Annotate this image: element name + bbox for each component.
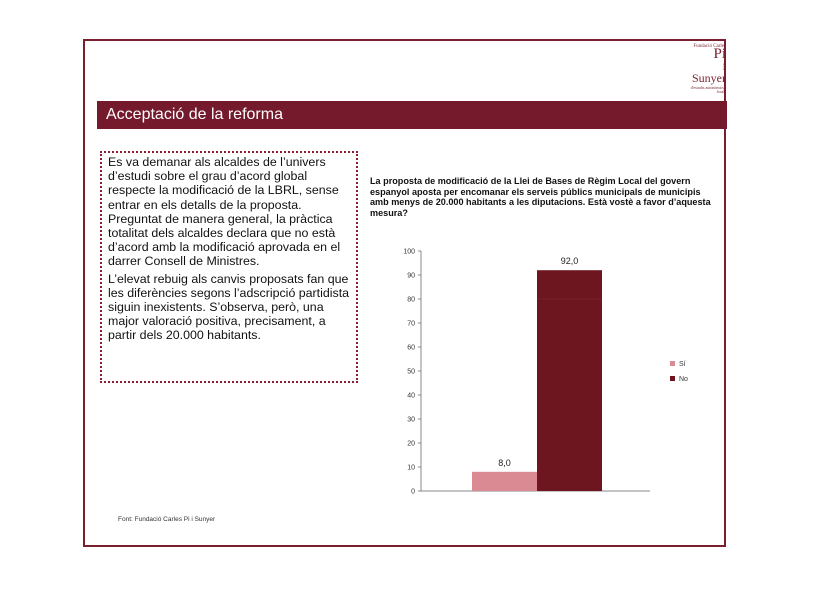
logo-line-4: d'estudis autonòmics i locals — [690, 85, 726, 94]
logo-line-3: i Sunyer — [692, 59, 726, 85]
chart-title: La proposta de modificació de la Llei de Bases de Règim Local del govern espanyol aposta per encomanar els serveis públics municipals de municipis amb menys de 20.000 habitants a les diputacions. Està vostè a favor d’aquesta mesura? — [370, 176, 711, 218]
legend-swatch — [670, 376, 675, 381]
fundacio-logo — [686, 44, 726, 94]
y-tick-label: 10 — [407, 464, 415, 472]
legend-label: No — [679, 376, 688, 383]
bar-no — [537, 270, 602, 491]
y-tick-label: 100 — [403, 248, 415, 256]
y-tick-label: 40 — [407, 392, 415, 400]
y-tick-label: 60 — [407, 344, 415, 352]
y-tick-label: 20 — [407, 440, 415, 448]
bar-s — [472, 472, 537, 491]
bar-chart — [380, 240, 700, 500]
y-tick-label: 90 — [407, 272, 415, 280]
summary-paragraph-1: Es va demanar als alcaldes de l’univers d’estudi sobre el grau d’acord global respecte la modificació de la LBRL, sense entrar en els detalls de la proposta. Preguntat de manera general, la pràctica totalitat dels alcaldes declara que no està d’acord amb la modificació aprovada en el darrer Consell de Ministres. — [108, 155, 341, 269]
y-tick-label: 30 — [407, 416, 415, 424]
page-title: Acceptació de la reforma — [106, 106, 283, 123]
data-label: 92,0 — [560, 256, 579, 267]
y-tick-label: 0 — [411, 488, 415, 496]
logo-line-1: Fundació Carles — [693, 44, 726, 49]
y-tick-label: 50 — [407, 368, 415, 376]
title-bar — [97, 101, 727, 129]
data-label: 8,0 — [498, 457, 511, 468]
legend-label: Sí — [679, 361, 686, 368]
y-tick-label: 70 — [407, 320, 415, 328]
summary-paragraph-2: L’elevat rebuig als canvis proposats fan que les diferències segons l’adscripció partidista siguin inexistents. S’observa, però, una major valoració positiva, precisament, a partir dels 20.000 habitants. — [108, 271, 350, 343]
y-tick-label: 80 — [407, 296, 415, 304]
source-footer: Font: Fundació Carles Pi i Sunyer — [118, 516, 216, 523]
legend-swatch — [670, 361, 675, 366]
logo-line-2: Pi — [713, 46, 726, 62]
summary-textbox — [100, 151, 358, 383]
